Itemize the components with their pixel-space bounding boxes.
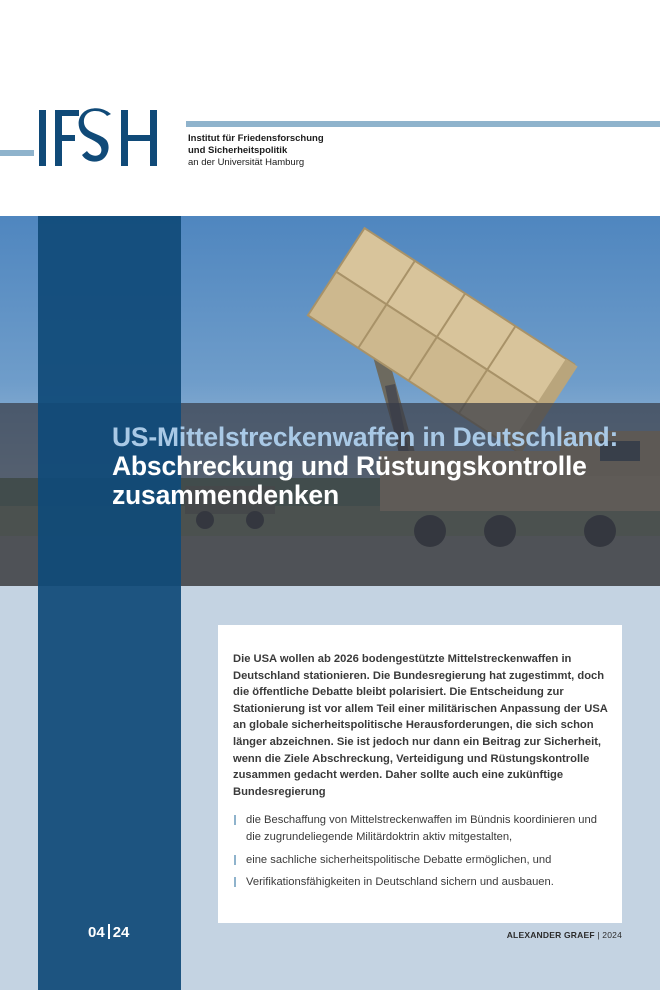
author-separator: | (597, 930, 600, 940)
bullet-text: Verifikationsfähigkeiten in Deutschland sichern und ausbauen. (246, 876, 554, 889)
list-item (233, 874, 608, 891)
title-part-1: US-Mittelstreckenwaffen in Deutschland: (112, 422, 619, 452)
summary-box (218, 625, 622, 923)
header (0, 0, 660, 216)
bullet-marker (234, 855, 236, 865)
title-part-2: Abschreckung und Rüstungskontrolle zusammendenken (112, 451, 587, 510)
author-line (507, 930, 622, 940)
bullet-text: die Beschaffung von Mittelstreckenwaffen im Bündnis koordinieren und die zugrundeliegende Militärdoktrin aktiv mitgestalten, (246, 814, 597, 843)
header-rule-right (186, 121, 660, 127)
recommendation-list (233, 812, 608, 890)
list-item (233, 812, 608, 845)
ifsh-logo-text: IFSH (37, 108, 40, 109)
issue-year: 24 (112, 924, 130, 941)
ifsh-logo (37, 108, 183, 168)
bullet-text: eine sachliche sicherheitspolitische Debatte ermöglichen, und (246, 853, 552, 866)
institute-line-1: Institut für Friedensforschung (188, 133, 324, 144)
header-rule-left (0, 150, 34, 156)
list-item (233, 852, 608, 869)
bullet-marker (234, 877, 236, 887)
document-title (112, 423, 632, 510)
publication-year: 2024 (602, 930, 622, 940)
brand-vertical-bar (38, 216, 181, 990)
summary-text: Die USA wollen ab 2026 bodengestützte Mittelstreckenwaffen in Deutschland stationieren. Die Bundesregierung hat zugestimmt, doch die öffentliche Debatte bleibt polarisiert. Die Entscheidung zur Stationierung ist vor allem Teil einer militärischen Anpassung der USA an globale sicherheitspolitische Herausforderungen, die sich schon länger abzeichnen. Sie ist jedoch nur dann ein Beitrag zur Sicherheit, wenn die Ziele Abschreckung, Verteidigung und Rüstungskontrolle zusammen gedacht werden. Daher sollte auch eine zukünftige Bundesregierung (233, 653, 608, 798)
institute-line-2: und Sicherheitspolitik (188, 145, 288, 156)
institute-line-3: an der Universität Hamburg (188, 157, 305, 168)
institute-name (188, 133, 324, 169)
issue-number (88, 924, 129, 941)
issue-num: 04 (88, 924, 105, 941)
bullet-marker (234, 815, 236, 825)
issue-separator (108, 924, 110, 939)
author-name: ALEXANDER GRAEF (506, 930, 595, 940)
